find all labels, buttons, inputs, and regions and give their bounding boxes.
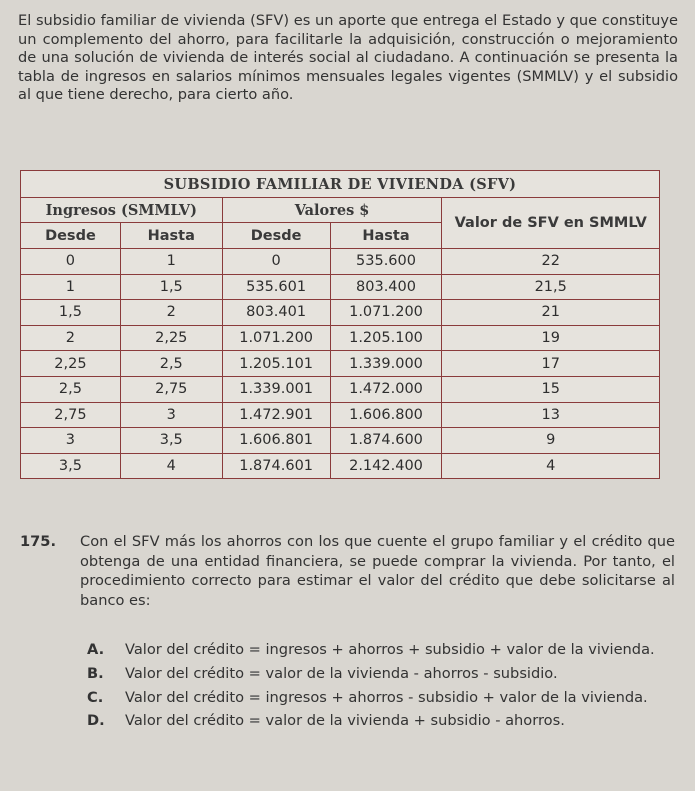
intro-paragraph: El subsidio familiar de vivienda (SFV) es un aporte que entrega el Estado y que constituye un complemento del ahorro, para facilitarle la adquisición, construcción o mejoramiento de una solución de vivienda de interés social al ciudadano. A continuación se presenta la tabla de ingresos en salarios mínimos mensuales legales vigentes (SMMLV) y el subsidio al que tiene derecho, para cierto año. <box>18 12 678 104</box>
cell-ingreso-desde: 3,5 <box>21 453 121 479</box>
cell-valor-desde: 1.205.101 <box>222 351 330 377</box>
cell-ingreso-hasta: 4 <box>120 453 222 479</box>
option-b[interactable] <box>20 664 675 684</box>
header-ingresos-desde: Desde <box>21 223 121 249</box>
cell-sfv: 22 <box>442 249 660 275</box>
option-text: Valor del crédito = valor de la vivienda + subsidio - ahorros. <box>125 712 565 730</box>
header-valores: Valores $ <box>222 198 442 223</box>
cell-valor-desde: 803.401 <box>222 300 330 326</box>
cell-sfv: 13 <box>442 402 660 428</box>
header-ingresos-hasta: Hasta <box>120 223 222 249</box>
cell-ingreso-hasta: 3 <box>120 402 222 428</box>
cell-valor-desde: 535.601 <box>222 274 330 300</box>
cell-sfv: 15 <box>442 376 660 402</box>
cell-valor-desde: 1.071.200 <box>222 325 330 351</box>
question-number: 175. <box>20 533 57 550</box>
cell-ingreso-desde: 1,5 <box>21 300 121 326</box>
cell-valor-hasta: 1.606.800 <box>330 402 442 428</box>
cell-valor-hasta: 1.071.200 <box>330 300 442 326</box>
table-row <box>21 428 660 454</box>
cell-valor-hasta: 1.874.600 <box>330 428 442 454</box>
cell-valor-desde: 0 <box>222 249 330 275</box>
option-d[interactable] <box>20 711 675 731</box>
table-row <box>21 351 660 377</box>
option-text: Valor del crédito = ingresos + ahorros - subsidio + valor de la vivienda. <box>125 688 648 706</box>
cell-valor-hasta: 1.339.000 <box>330 351 442 377</box>
cell-ingreso-hasta: 1,5 <box>120 274 222 300</box>
cell-ingreso-desde: 2,5 <box>21 376 121 402</box>
cell-valor-hasta: 803.400 <box>330 274 442 300</box>
option-letter: C. <box>87 688 104 706</box>
question-175 <box>20 532 675 610</box>
table-row <box>21 402 660 428</box>
table-row <box>21 376 660 402</box>
cell-valor-desde: 1.339.001 <box>222 376 330 402</box>
option-text: Valor del crédito = valor de la vivienda - ahorros - subsidio. <box>125 664 558 682</box>
cell-valor-desde: 1.472.901 <box>222 402 330 428</box>
option-a[interactable] <box>20 640 675 660</box>
cell-valor-hasta: 1.472.000 <box>330 376 442 402</box>
header-valores-hasta: Hasta <box>330 223 442 249</box>
option-letter: B. <box>87 664 104 682</box>
cell-sfv: 19 <box>442 325 660 351</box>
cell-ingreso-desde: 0 <box>21 249 121 275</box>
cell-sfv: 21 <box>442 300 660 326</box>
sfv-table <box>20 170 660 479</box>
table-row <box>21 274 660 300</box>
cell-sfv: 9 <box>442 428 660 454</box>
cell-valor-desde: 1.874.601 <box>222 453 330 479</box>
header-valor-sfv: Valor de SFV en SMMLV <box>442 198 660 249</box>
option-letter: A. <box>87 641 105 658</box>
table-title: SUBSIDIO FAMILIAR DE VIVIENDA (SFV) <box>21 171 660 198</box>
cell-valor-hasta: 535.600 <box>330 249 442 275</box>
table-row <box>21 325 660 351</box>
header-valores-desde: Desde <box>222 223 330 249</box>
option-c[interactable] <box>20 688 675 708</box>
cell-valor-desde: 1.606.801 <box>222 428 330 454</box>
cell-ingreso-hasta: 1 <box>120 249 222 275</box>
cell-ingreso-desde: 2 <box>21 325 121 351</box>
cell-ingreso-desde: 2,75 <box>21 402 121 428</box>
cell-sfv: 4 <box>442 453 660 479</box>
table-row <box>21 453 660 479</box>
cell-ingreso-hasta: 2 <box>120 300 222 326</box>
cell-valor-hasta: 1.205.100 <box>330 325 442 351</box>
cell-ingreso-hasta: 3,5 <box>120 428 222 454</box>
option-text: Valor del crédito = ingresos + ahorros + subsidio + valor de la vivienda. <box>125 641 655 658</box>
cell-sfv: 17 <box>442 351 660 377</box>
table-row <box>21 249 660 275</box>
cell-ingreso-desde: 2,25 <box>21 351 121 377</box>
question-text: Con el SFV más los ahorros con los que cuente el grupo familiar y el crédito que obtenga de una entidad financiera, se puede comprar la vivienda. Por tanto, el procedimiento correcto para estimar el valor del crédito que debe solicitarse al banco es: <box>80 533 675 609</box>
cell-ingreso-hasta: 2,75 <box>120 376 222 402</box>
table-row <box>21 300 660 326</box>
cell-ingreso-desde: 1 <box>21 274 121 300</box>
cell-sfv: 21,5 <box>442 274 660 300</box>
cell-valor-hasta: 2.142.400 <box>330 453 442 479</box>
cell-ingreso-desde: 3 <box>21 428 121 454</box>
cell-ingreso-hasta: 2,5 <box>120 351 222 377</box>
answer-options <box>20 640 675 735</box>
option-letter: D. <box>87 712 105 730</box>
cell-ingreso-hasta: 2,25 <box>120 325 222 351</box>
header-ingresos: Ingresos (SMMLV) <box>21 198 223 223</box>
